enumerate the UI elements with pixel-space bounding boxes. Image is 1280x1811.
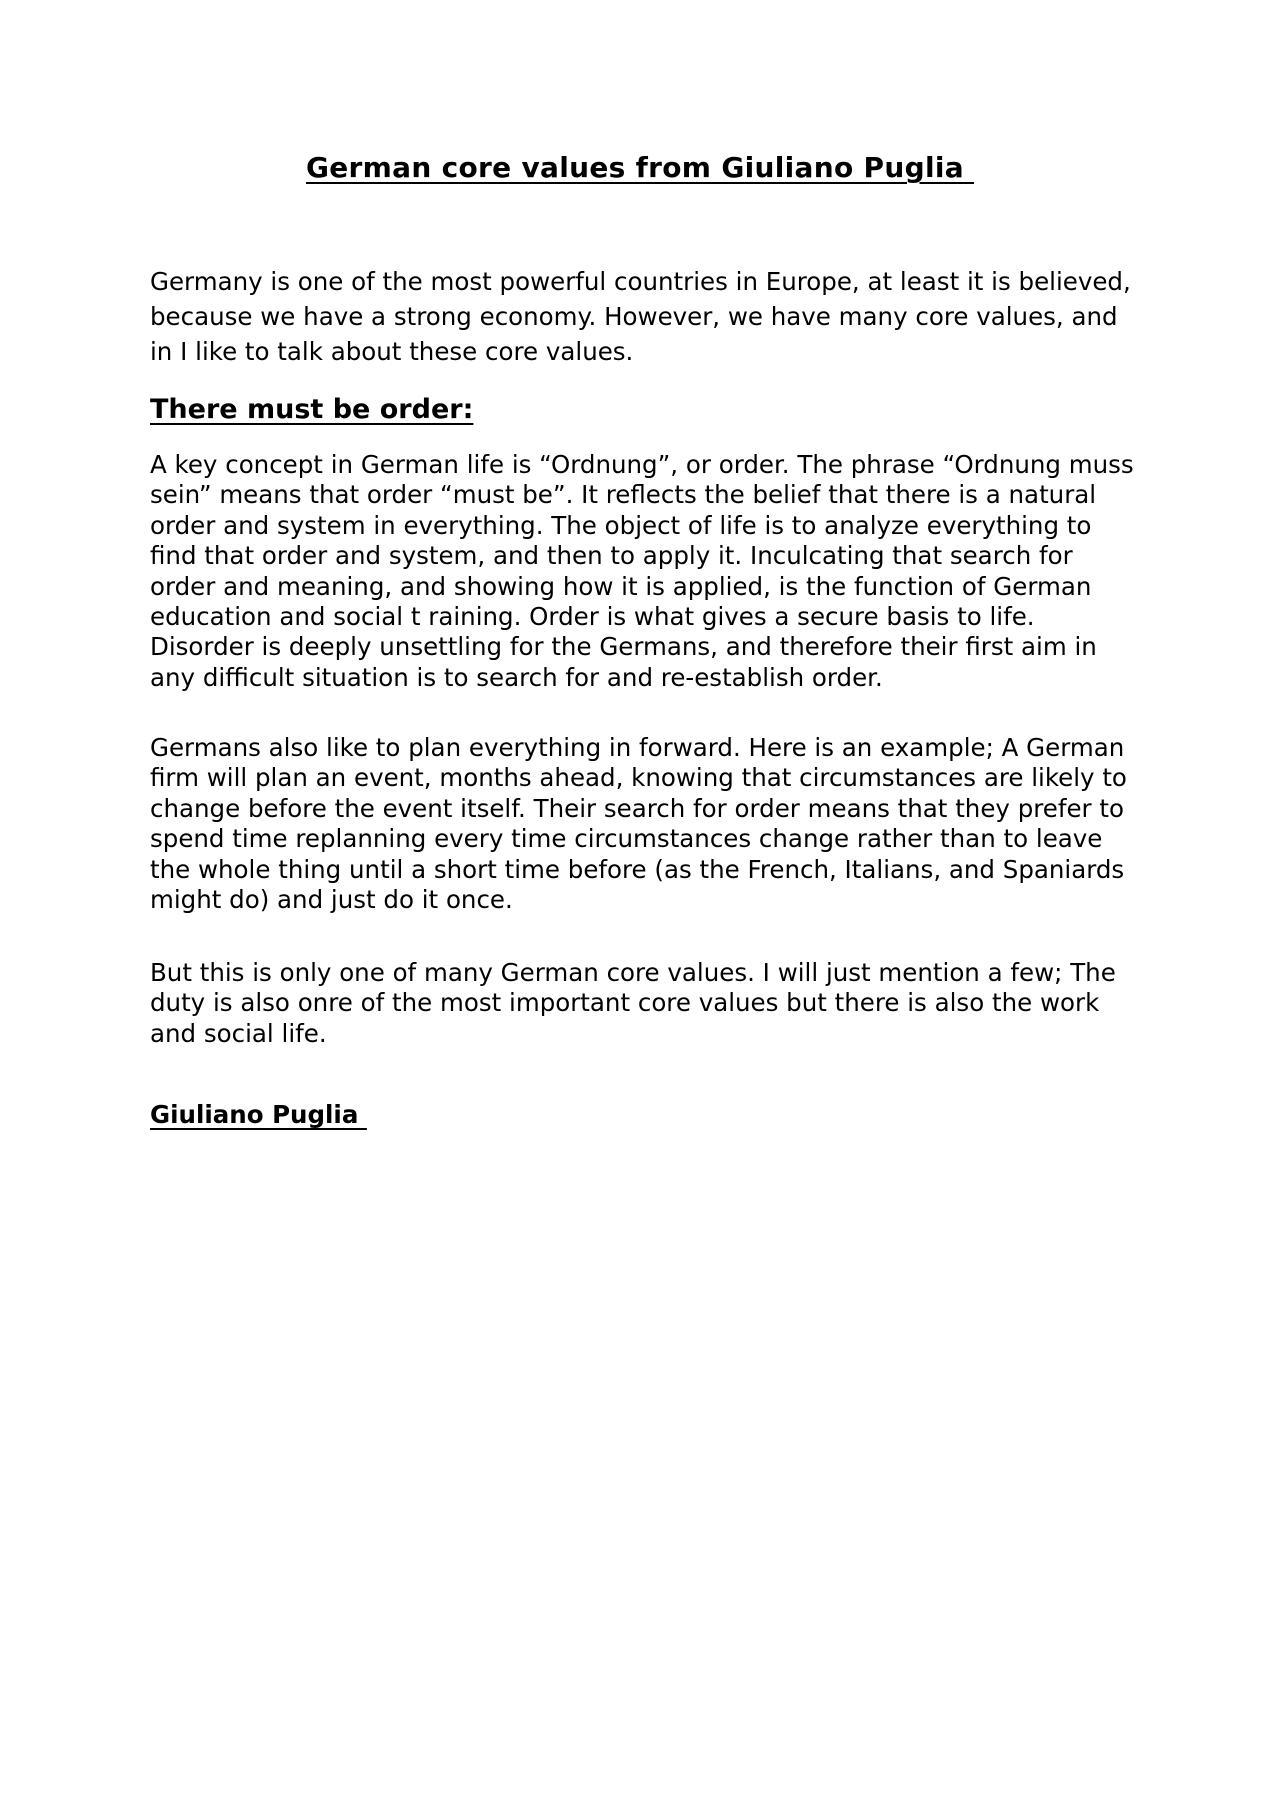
author-signature: Giuliano Puglia	[150, 1100, 367, 1129]
document-title	[0, 148, 1280, 188]
intro-paragraph: Germany is one of the most powerful countries in Europe, at least it is believed, because we have a strong economy. However, we have many core values, and in I like to talk about these core values.	[150, 267, 1131, 366]
body-paragraph-planning: Germans also like to plan everything in forward. Here is an example; A German firm will plan an event, months ahead, knowing that circumstances are likely to change before the event itself. Their search for order means that they prefer to spend time replanning every time circumstances change rather than to leave the whole thing until a short time before (as the French, Italians, and Spaniards might do) and just do it once.	[150, 733, 1127, 915]
section-heading: There must be order:	[150, 394, 474, 425]
document-title-text: German core values from Giuliano Puglia	[305, 151, 974, 184]
body-paragraph-conclusion: But this is only one of many German core values. I will just mention a few; The duty is also onre of the most important core values but there is also the work and social life.	[150, 958, 1116, 1048]
body-paragraph-order: A key concept in German life is “Ordnung”, or order. The phrase “Ordnung muss sein” means that order “must be”. It reflects the belief that there is a natural order and system in everything. The object of life is to analyze everything to find that order and system, and then to apply it. Inculcating that search for order and meaning, and showing how it is applied, is the function of German education and social t raining. Order is what gives a secure basis to life. Disorder is deeply unsettling for the Germans, and therefore their first aim in any difficult situation is to search for and re-establish order.	[150, 450, 1134, 692]
